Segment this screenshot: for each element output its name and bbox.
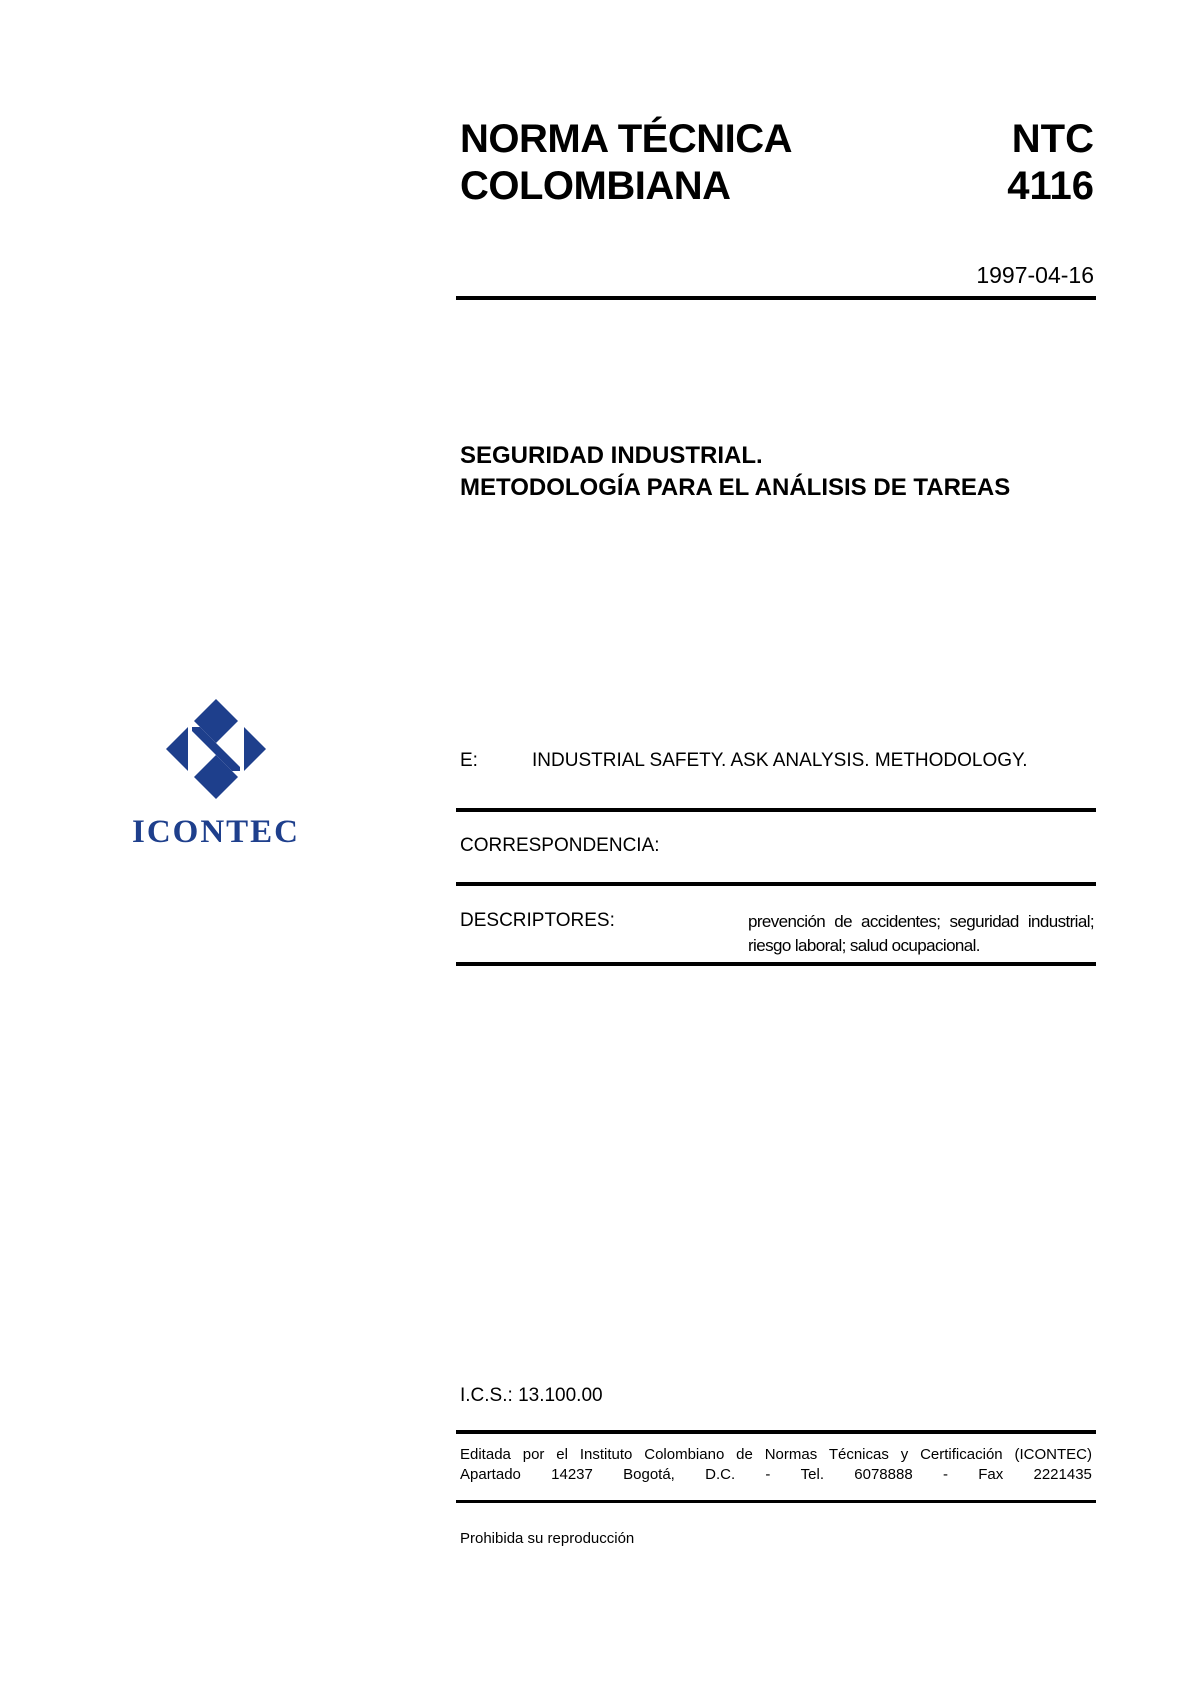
document-title [460, 440, 1010, 504]
correspondence-divider [456, 882, 1096, 886]
descriptors-text: prevención de accidentes; seguridad industrial; riesgo laboral; salud ocupacional. [748, 912, 1094, 955]
publisher-info [460, 1445, 1092, 1485]
publisher-contact-line [460, 1465, 1092, 1485]
icontec-logo [128, 694, 304, 846]
ics-code: I.C.S.: 13.100.00 [460, 1385, 603, 1406]
publication-date: 1997-04-16 [976, 262, 1094, 288]
phone-label: Tel. [800, 1466, 824, 1483]
fax-label: Fax [978, 1466, 1004, 1483]
english-title: INDUSTRIAL SAFETY. ASK ANALYSIS. METHODOLOGY. [532, 750, 1028, 771]
reproduction-notice: Prohibida su reproducción [460, 1530, 635, 1547]
publisher-line: Editada por el Instituto Colombiano de Normas Técnicas y Certificación (ICONTEC) [460, 1446, 1092, 1463]
city: Bogotá, [623, 1466, 675, 1483]
document-title-line2: METODOLOGÍA PARA EL ANÁLISIS DE TAREAS [460, 474, 1011, 501]
standard-type-line1: NORMA TÉCNICA [460, 117, 792, 161]
document-title-line1: SEGURIDAD INDUSTRIAL. [460, 442, 763, 469]
phone-number: 6078888 [854, 1466, 913, 1483]
correspondence-label: CORRESPONDENCIA: [460, 835, 660, 856]
separator: - [765, 1466, 771, 1483]
logo-right-triangle [244, 727, 266, 771]
standard-code-number: 4116 [1007, 164, 1094, 208]
icontec-logo-mark [128, 694, 304, 846]
standard-type-heading [460, 116, 792, 210]
descriptors-divider [456, 962, 1096, 966]
descriptors-label: DESCRIPTORES: [460, 910, 615, 931]
logo-wordmark: ICONTEC [131, 814, 301, 846]
standard-type-line2: COLOMBIANA [460, 164, 731, 208]
separator: - [942, 1466, 948, 1483]
header-divider [456, 296, 1096, 300]
apartado-label: Apartado [460, 1466, 521, 1483]
district: D.C. [705, 1466, 736, 1483]
apartado-number: 14237 [551, 1466, 593, 1483]
english-title-divider [456, 808, 1096, 812]
publisher-divider [456, 1500, 1096, 1503]
english-title-code: E: [460, 750, 478, 771]
standard-code-heading [1007, 116, 1094, 210]
fax-number: 2221435 [1033, 1466, 1092, 1483]
logo-left-triangle [166, 727, 188, 771]
standard-code-prefix: NTC [1011, 117, 1094, 161]
ics-divider [456, 1430, 1096, 1434]
